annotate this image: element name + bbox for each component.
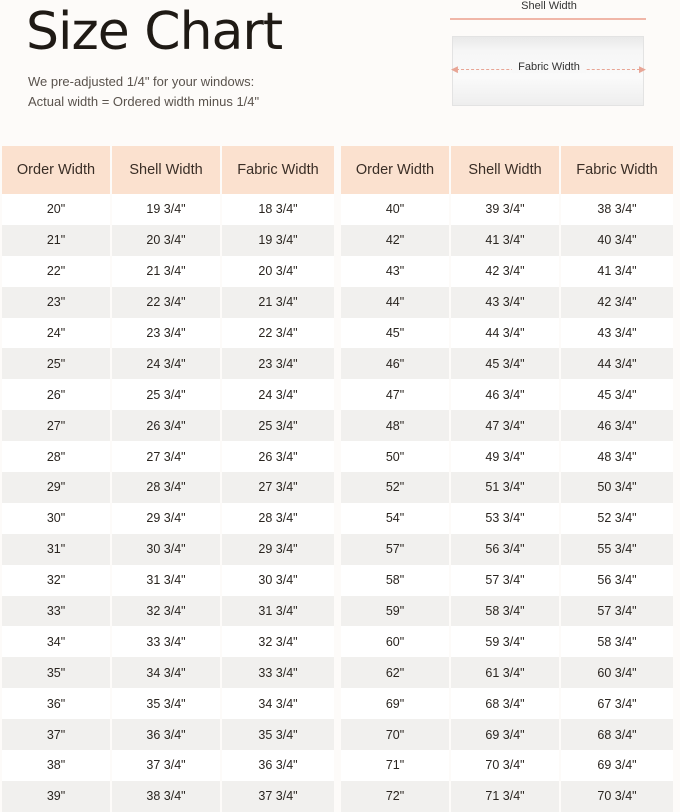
order-width-cell: 26" [2,379,112,410]
table-row [341,688,673,719]
table-header [341,146,673,194]
shell-width-cell: 58 3/4" [451,596,561,627]
fabric-width-cell: 30 3/4" [222,565,334,596]
fabric-width-cell: 56 3/4" [561,565,673,596]
order-width-cell: 25" [2,348,112,379]
fabric-width-cell: 58 3/4" [561,626,673,657]
table-row [2,657,334,688]
order-width-cell: 27" [2,410,112,441]
arrow-left-icon: ◀ [451,64,458,74]
fabric-width-cell: 35 3/4" [222,719,334,750]
order-width-cell: 62" [341,657,451,688]
shell-width-cell: 31 3/4" [112,565,222,596]
table-row [2,348,334,379]
fabric-width-cell: 18 3/4" [222,194,334,225]
shell-width-cell: 26 3/4" [112,410,222,441]
table-row [341,657,673,688]
order-width-cell: 70" [341,719,451,750]
shell-width-cell: 37 3/4" [112,750,222,781]
fabric-width-cell: 36 3/4" [222,750,334,781]
order-width-cell: 58" [341,565,451,596]
fabric-width-cell: 42 3/4" [561,287,673,318]
shell-width-cell: 24 3/4" [112,348,222,379]
shell-width-cell: 41 3/4" [451,225,561,256]
table-row [341,472,673,503]
header-shell-width: Shell Width [112,146,222,194]
fabric-width-cell: 68 3/4" [561,719,673,750]
table-row [341,410,673,441]
table-row [341,534,673,565]
table-row [341,287,673,318]
shell-width-cell: 19 3/4" [112,194,222,225]
fabric-width-cell: 23 3/4" [222,348,334,379]
shell-width-cell: 53 3/4" [451,503,561,534]
shell-width-cell: 44 3/4" [451,318,561,349]
shell-width-cell: 61 3/4" [451,657,561,688]
table-row [2,534,334,565]
table-row [2,287,334,318]
fabric-width-cell: 34 3/4" [222,688,334,719]
table-row [341,719,673,750]
order-width-cell: 60" [341,626,451,657]
shell-width-cell: 46 3/4" [451,379,561,410]
shell-width-cell: 27 3/4" [112,441,222,472]
table-row [2,225,334,256]
fabric-width-cell: 41 3/4" [561,256,673,287]
shell-width-cell: 38 3/4" [112,781,222,812]
page-title: Size Chart [26,2,283,62]
shell-width-cell: 23 3/4" [112,318,222,349]
order-width-cell: 36" [2,688,112,719]
fabric-width-cell: 27 3/4" [222,472,334,503]
fabric-width-cell: 50 3/4" [561,472,673,503]
fabric-width-cell: 25 3/4" [222,410,334,441]
fabric-width-cell: 69 3/4" [561,750,673,781]
shell-width-cell: 21 3/4" [112,256,222,287]
note-line-2: Actual width = Ordered width minus 1/4" [28,94,260,109]
order-width-cell: 20" [2,194,112,225]
note-line-1: We pre-adjusted 1/4" for your windows: [28,74,255,89]
shell-width-cell: 69 3/4" [451,719,561,750]
shell-width-cell: 49 3/4" [451,441,561,472]
fabric-width-cell: 55 3/4" [561,534,673,565]
shell-width-cell: 59 3/4" [451,626,561,657]
fabric-width-cell: 46 3/4" [561,410,673,441]
shell-width-cell: 45 3/4" [451,348,561,379]
table-row [2,472,334,503]
table-row [341,503,673,534]
fabric-width-cell: 48 3/4" [561,441,673,472]
header-fabric-width: Fabric Width [561,146,673,194]
fabric-width-cell: 38 3/4" [561,194,673,225]
width-diagram [446,0,652,110]
order-width-cell: 24" [2,318,112,349]
fabric-width-cell: 19 3/4" [222,225,334,256]
table-row [2,781,334,812]
order-width-cell: 31" [2,534,112,565]
fabric-width-cell: 44 3/4" [561,348,673,379]
order-width-cell: 44" [341,287,451,318]
fabric-width-cell: 22 3/4" [222,318,334,349]
shell-width-cell: 25 3/4" [112,379,222,410]
order-width-cell: 46" [341,348,451,379]
fabric-width-cell: 24 3/4" [222,379,334,410]
shell-width-cell: 51 3/4" [451,472,561,503]
shell-width-cell: 43 3/4" [451,287,561,318]
order-width-cell: 39" [2,781,112,812]
order-width-cell: 28" [2,441,112,472]
fabric-width-cell: 52 3/4" [561,503,673,534]
table-row [341,441,673,472]
table-row [2,503,334,534]
header-order-width: Order Width [341,146,451,194]
order-width-cell: 22" [2,256,112,287]
order-width-cell: 57" [341,534,451,565]
order-width-cell: 32" [2,565,112,596]
order-width-cell: 30" [2,503,112,534]
order-width-cell: 45" [341,318,451,349]
table-row [2,441,334,472]
table-row [2,626,334,657]
order-width-cell: 34" [2,626,112,657]
table-row [2,688,334,719]
table-row [341,626,673,657]
shell-width-cell: 34 3/4" [112,657,222,688]
table-row [2,379,334,410]
table-row [341,225,673,256]
shell-width-cell: 29 3/4" [112,503,222,534]
order-width-cell: 71" [341,750,451,781]
order-width-cell: 23" [2,287,112,318]
table-row [2,596,334,627]
fabric-width-cell: 20 3/4" [222,256,334,287]
shell-width-cell: 42 3/4" [451,256,561,287]
fabric-width-cell: 32 3/4" [222,626,334,657]
fabric-width-cell: 67 3/4" [561,688,673,719]
order-width-cell: 29" [2,472,112,503]
table-row [2,565,334,596]
fabric-width-cell: 45 3/4" [561,379,673,410]
shell-width-cell: 47 3/4" [451,410,561,441]
shell-width-cell: 68 3/4" [451,688,561,719]
shell-width-cell: 70 3/4" [451,750,561,781]
order-width-cell: 40" [341,194,451,225]
fabric-width-cell: 28 3/4" [222,503,334,534]
table-row [2,256,334,287]
size-table-right [341,146,673,812]
shell-width-cell: 20 3/4" [112,225,222,256]
table-row [341,596,673,627]
order-width-cell: 50" [341,441,451,472]
shell-width-cell: 35 3/4" [112,688,222,719]
shell-width-cell: 57 3/4" [451,565,561,596]
table-row [2,318,334,349]
fabric-width-cell: 29 3/4" [222,534,334,565]
header-order-width: Order Width [2,146,112,194]
order-width-cell: 33" [2,596,112,627]
fabric-width-cell: 70 3/4" [561,781,673,812]
shell-width-cell: 71 3/4" [451,781,561,812]
adjustment-note [28,72,259,112]
order-width-cell: 69" [341,688,451,719]
shell-width-cell: 33 3/4" [112,626,222,657]
table-row [2,194,334,225]
order-width-cell: 54" [341,503,451,534]
table-row [341,256,673,287]
fabric-width-cell: 40 3/4" [561,225,673,256]
shell-width-line [450,18,646,20]
order-width-cell: 35" [2,657,112,688]
table-row [341,565,673,596]
shell-width-cell: 22 3/4" [112,287,222,318]
shell-width-cell: 39 3/4" [451,194,561,225]
shell-width-cell: 28 3/4" [112,472,222,503]
order-width-cell: 43" [341,256,451,287]
arrow-right-icon: ▶ [639,64,646,74]
order-width-cell: 38" [2,750,112,781]
shell-width-cell: 36 3/4" [112,719,222,750]
fabric-width-cell: 21 3/4" [222,287,334,318]
order-width-cell: 48" [341,410,451,441]
shell-width-label: Shell Width [521,0,577,12]
order-width-cell: 52" [341,472,451,503]
fabric-width-cell: 26 3/4" [222,441,334,472]
shell-width-cell: 30 3/4" [112,534,222,565]
fabric-width-label: Fabric Width [512,61,586,73]
table-row [341,750,673,781]
header-fabric-width: Fabric Width [222,146,334,194]
shell-width-cell: 56 3/4" [451,534,561,565]
fabric-width-cell: 33 3/4" [222,657,334,688]
table-row [341,348,673,379]
table-row [341,379,673,410]
table-row [2,410,334,441]
fabric-width-cell: 43 3/4" [561,318,673,349]
shell-width-cell: 32 3/4" [112,596,222,627]
fabric-width-cell: 60 3/4" [561,657,673,688]
table-row [341,194,673,225]
table-header [2,146,334,194]
size-table-left [2,146,334,812]
order-width-cell: 37" [2,719,112,750]
header-shell-width: Shell Width [451,146,561,194]
fabric-width-cell: 37 3/4" [222,781,334,812]
order-width-cell: 72" [341,781,451,812]
order-width-cell: 42" [341,225,451,256]
table-row [341,781,673,812]
fabric-width-cell: 31 3/4" [222,596,334,627]
order-width-cell: 47" [341,379,451,410]
fabric-width-cell: 57 3/4" [561,596,673,627]
table-row [2,750,334,781]
table-row [341,318,673,349]
order-width-cell: 59" [341,596,451,627]
order-width-cell: 21" [2,225,112,256]
table-row [2,719,334,750]
